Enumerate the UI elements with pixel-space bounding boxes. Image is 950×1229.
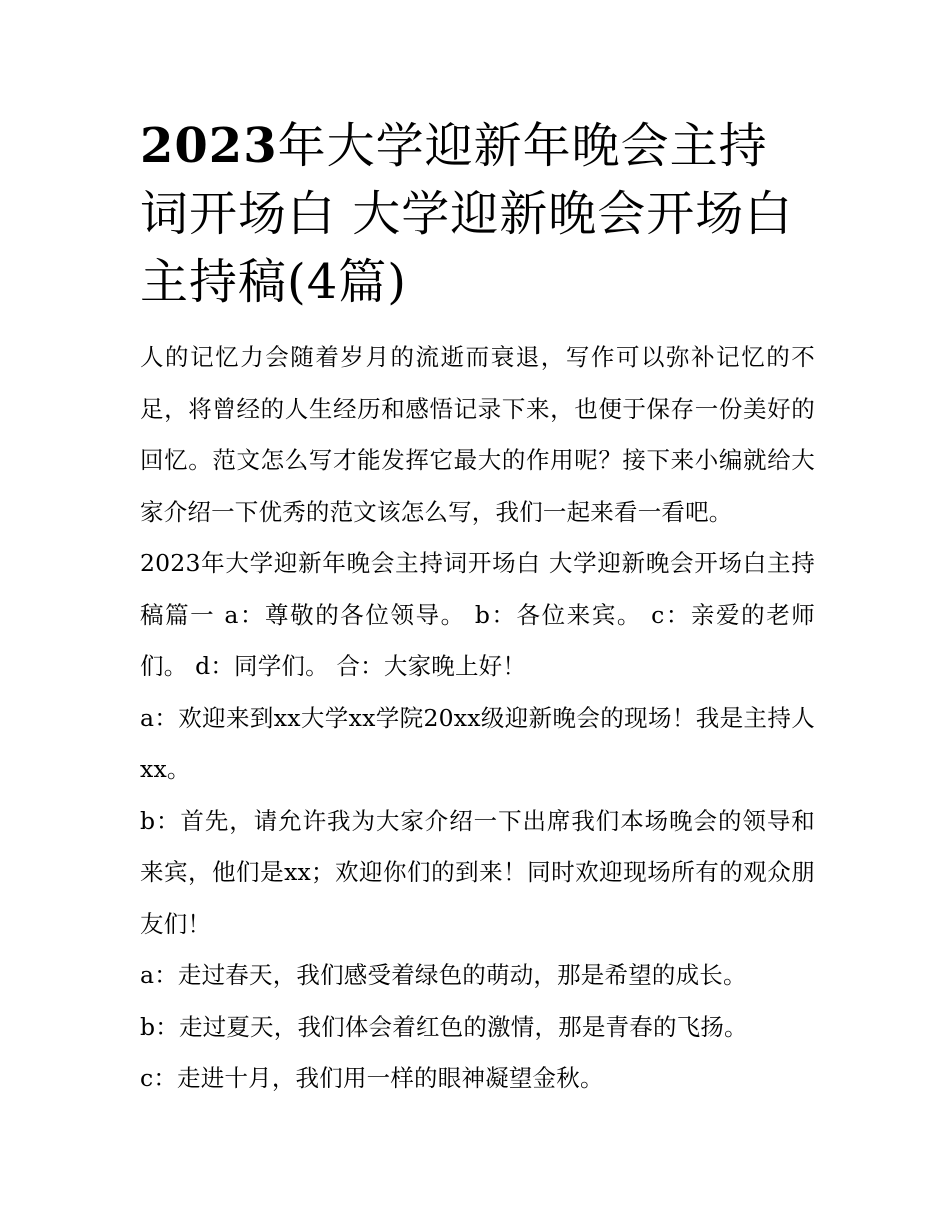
paragraph-opening: 2023年大学迎新年晚会主持词开场白 大学迎新晚会开场白主持稿篇一 a：尊敬的各位领导。 b：各位来宾。 c：亲爱的老师们。 d：同学们。 合：大家晚上好！: [140, 549, 815, 680]
paragraph-host-b-guests: b：首先，请允许我为大家介绍一下出席我们本场晚会的领导和来宾，他们是xx；欢迎你们的到来！同时欢迎现场所有的观众朋友们！: [140, 806, 815, 938]
paragraph-host-a-welcome: a：欢迎来到xx大学xx学院20xx级迎新晚会的现场！我是主持人xx。: [140, 703, 815, 783]
document-title: 2023年大学迎新年晚会主持词开场白 大学迎新晚会开场白主持稿(4篇): [140, 118, 794, 310]
paragraph-host-b-summer: b：走过夏天，我们体会着红色的激情，那是青春的飞扬。: [140, 1012, 748, 1041]
title-year: 2023: [140, 118, 278, 174]
paragraph-host-c-october: c：走进十月，我们用一样的眼神凝望金秋。: [140, 1064, 604, 1092]
document-body: [140, 332, 815, 1105]
document-page: [140, 112, 815, 1105]
paragraph-intro: 人的记忆力会随着岁月的流逝而衰退，写作可以弥补记忆的不足，将曾经的人生经历和感悟记录下来，也便于保存一份美好的回忆。范文怎么写才能发挥它最大的作用呢？接下来小编就给大家介绍一下优秀的范文该怎么写，我们一起来看一看吧。: [140, 343, 815, 526]
paragraph-host-a-spring: a：走过春天，我们感受着绿色的萌动，那是希望的成长。: [140, 961, 747, 989]
